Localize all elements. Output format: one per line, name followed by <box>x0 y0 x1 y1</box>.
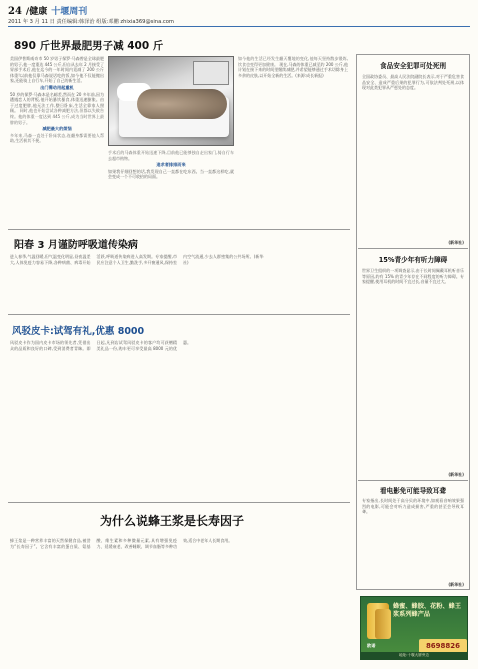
honey-jar-icon <box>375 609 391 639</box>
page-number: 24 <box>8 6 22 17</box>
sidebar-article3-author: (新华社) <box>448 582 464 587</box>
sidebar-article2-body: 世界卫生组织的一项调查显示,由于长时间佩戴耳机听音乐等原因,约有 15% 的青少年存在不同程度的听力障碍。专家提醒,使用耳机的时间不宜过长,音量不宜过大。 <box>362 268 464 285</box>
article1-body-d: 现在,马森的体重已减至约 200 公斤,他计划在接下来的时间里继续减肥,并希望能够通过手术切除身上多余的皮肤,以开始全新的生活。(来源:成长新报) <box>238 61 348 78</box>
article4-body: 蜂王浆是一种营养丰富的天然保健食品,被誉为“长寿因子”。它含有丰富的蛋白质、氨基酸、维生素和多种微量元素,具有增强免疫力、延缓衰老、改善睡眠、调节血脂等多种功效,适合中老年人长期食用。 <box>10 538 233 549</box>
article1-title: 890 斤世界最肥男子减 400 斤 <box>14 40 164 52</box>
article1-body-b: 50 岁的保罗·马森本是名邮差,然而在 20 多年前,因为遭遇恋人的背叛,他开始暴饮暴食,体重迅速膨胀。由于过度肥胖,他无法工作,整日卧床,生活全靠家人照顾。 <box>10 91 104 114</box>
masthead <box>8 4 470 18</box>
ad-phone: 8698826 <box>419 639 467 653</box>
divider <box>8 229 350 230</box>
sidebar-article1-author: (新华社) <box>448 240 464 245</box>
article1-column-1: 美国伊普斯威奇市 50 岁男子保罗·马森曾是全球最肥的男子,他一度重达 445 公斤,但自从去年 2 月接受了胃部手术后,他在迄今的一年时间内竟减了 200 公斤体重!以前他仅靠马森说话吃的饭,如今他不仅能搬出家,还能骑上自行车,开始了自己的新生活。 出门需动用起重机 50 岁的保罗·马森本是名邮差,然而在 20 多年前,因为遭遇恋人的背叛,他开始暴饮暴食,体重迅速膨胀。由于过度肥胖,他无法工作,整日卧床,生活全靠家人照顾。 同时,他也开始尝试各种减肥方法,但都以失败告终。他的体重一度达到 445 公斤,成为当时世界上最胖的男子。 减肥最大的烦恼 多年来,马森一直处于卧床状态,连翻身都需要他人帮助,生活极其不便。 <box>10 56 104 144</box>
article1-column-3: 如今他的生活已经发生翻天覆地的变化,他每天坚持散步锻炼,饮食也变得更加健康。 现在,马森的体重已减至约 200 公斤,他计划在接下来的时间里继续减肥,并希望能够通过手术切除身上多余的皮肤,以开始全新的生活。(来源:成长新报) <box>238 56 348 78</box>
divider <box>8 314 350 315</box>
article2-body: 进入春季,气温回暖,但气温变化明显,昼夜温差大,人体免疫力容易下降,各种病菌、病毒开始活跃,呼吸道传染病进入高发期。专家提醒,市民应注意个人卫生,勤洗手,多开窗通风,保持室内空气流通,少去人群密集的公共场所。(新华社) <box>10 254 264 265</box>
article2-title: 阳春 3 月谨防呼吸道传染病 <box>14 240 138 251</box>
article1-subhead-a: 出门需动用起重机 <box>40 84 74 90</box>
article1-body-a: 美国伊普斯威奇市 50 岁男子保罗·马森曾是全球最肥的男子,他一度重达 445 公斤,但自从去年 2 月接受了胃部手术后,他在迄今的一年时间内竟减了 200 公斤体重!以前他仅靠马森说话吃的饭,如今他不仅能搬出家,还能骑上自行车,开始了自己的新生活。 <box>10 56 104 84</box>
dateline: 2011 年 3 月 11 日 责任编辑:韩泽治 组版:邓鹏 zhixia369@sina.com <box>8 18 470 27</box>
article1-column-2: 手术后的马森体重开始迅速下降,目前他已能够独自走出家门,骑自行车去超市购物。 追求者排排而来 如果我仔细回想的话,我发现自己一直都在吃东西。当一直都这样吃,就会变成一个不可收拾的局面。 <box>108 150 234 180</box>
section-name: /健康 <box>25 7 48 17</box>
honey-product-ad[interactable] <box>360 596 468 660</box>
divider <box>8 502 350 503</box>
sidebar-article1-title: 食品安全犯罪可处死刑 <box>380 62 446 70</box>
divider <box>358 480 468 481</box>
sidebar-article2-author: (新华社) <box>448 472 464 477</box>
ad-title: 蜂蜜、蜂胶、花粉、蜂王浆系列蜂产品 <box>393 603 462 618</box>
article3-title: 风驳皮卡:试驾有礼,优惠 8000 <box>12 326 145 337</box>
ad-brand: 欧诺 <box>367 643 376 648</box>
patient-photo <box>108 56 234 146</box>
article1-subhead-c: 追求者排排而来 <box>156 162 186 168</box>
sidebar-article2-title: 15%青少年有听力障碍 <box>378 256 448 264</box>
article4-title: 为什么说蜂王浆是长寿因子 <box>100 514 245 528</box>
divider <box>358 248 468 249</box>
article1-body-c: 如果我仔细回想的话,我发现自己一直都在吃东西。当一直都这样吃,就会变成一个不可收拾的局面。 <box>108 168 234 180</box>
sidebar-article1-body: 全国政协委员、最高人民法院副院长表示,对于严重危害食品安全、造成严重后果的犯罪行为,可依法判处死刑,以体现对此类犯罪从严惩处的态度。 <box>362 74 464 91</box>
publication-name: 十堰周刊 <box>51 7 88 17</box>
sidebar-article3-body: 专家指出,长时间处于高分贝的环境中,如观看音响效果强烈的电影,可能会对听力造成损害,严重的甚至会导致耳聋。 <box>362 498 464 515</box>
article1-subhead-b: 减肥最大的烦恼 <box>42 126 72 132</box>
article3-body: 风驳皮卡作为国内皮卡市场的领先者,凭借出众的品质和良好的口碑,受到消费者青睐。即日起,凡到店试驾风驳皮卡的客户均可获赠精美礼品一份,购车更可享受最高 8000 元的优惠。 <box>10 340 191 351</box>
sidebar-article3-title: 看电影免可能导致耳聋 <box>380 487 446 495</box>
ad-footer: 地址:十堰大厦旁边 <box>361 652 467 659</box>
